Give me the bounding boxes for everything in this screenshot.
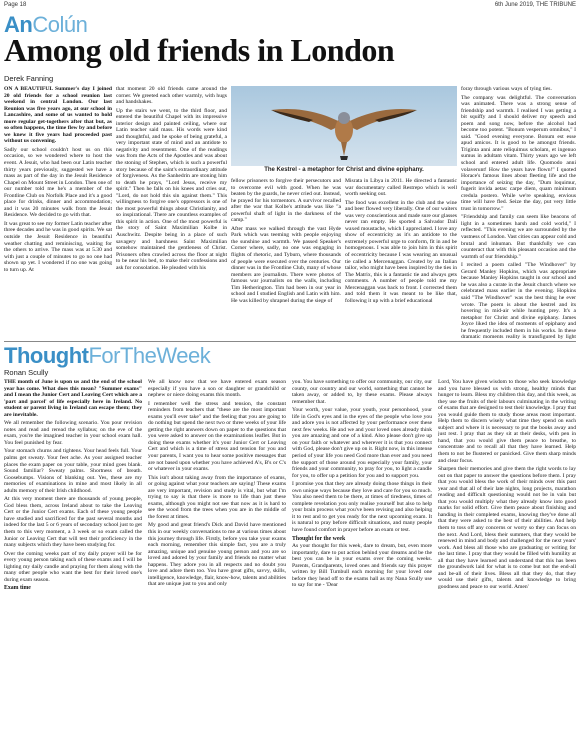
page-folio (4, 2, 576, 12)
story1-paragraph: that moment 20 old friends came around the corner. We greeted each other warmly, with hugs and handshakes. (116, 86, 227, 106)
story1-column-1 (4, 86, 112, 339)
story1-paragraph: After mass we walked through the vast Hyde Park which was teeming with people enjoying the sunshine and warmth. We passed Speaker's Corner where, sadly, no one was engaging in flights of rhetoric, and Tyburn, where thousands of people were executed over the centuries. Our dinner was in the Frontline Club, many of whose members are journalists. There were photos of famous war journalists on the walls, including Tim Hetherington. Tim had been in our year in school and I studied English and Latin with him. He was killed by shrapnel during the siege of (231, 225, 341, 304)
story2-paragraph: As your thought for this week, dare to dream, but, even more importantly, dare to put action behind your dreams and be the best you can be in your exams over the coming weeks. Parents, Grandparents, loved ones and friends say this prayer written by Bill Turnbull each morning for your loved one before they head off to the exams hall as my Nana Scully use to say for me - 'Dear (292, 543, 432, 589)
story2-paragraph: I remember well the stress and tension, the constant reminders from teachers that "these are the most important exams you'll ever take" and the feeling that you are going to do nothing but spend the next two or three weeks of your life getting the right answers down on paper to the questions that you were asked to answer on the examinations leaflet. But in doing these exams whether it's your Junior Cert or Leaving Cert and which is a time of stress and tension for you and your parents, I want you to hear some positive messages that are not based upon whether you have achieved A's, B's or C's or whatever in your exams. (148, 400, 286, 473)
story2-paragraph: We all know now that we have entered exam season especially if you have a son or daughter or grandchild or nephew or niece doing exams this month. (148, 379, 286, 399)
story-byline: Derek Fanning (4, 74, 54, 83)
story2-paragraph: This isn't about taking away from the importance of exams, or going against what your teachers are saying! These exams are very important, revision and study is vital, but what I'm trying to say is that there is more to life than just these exams, although you might not see that now as it is hard to see the wood from the trees when you are in the middle of the forest at times. (148, 474, 286, 520)
story1-column-2 (116, 86, 227, 339)
story2-column-4 (438, 379, 576, 735)
story2-lead-paragraph: THE month of June is upon us and the end of the school year has come. What does this mean? "Summer exams" and I mean the Junior Cert and Leaving Cert which are a 'part and parcel' of life especially here in Ireland. No student or parent living in Ireland can escape them; they are inevitable. (4, 379, 142, 418)
kestrel-photo (231, 86, 457, 166)
story1-paragraph: The company was delightful. The conversation was animated. There was a strong sense of friendship and warmth. I realised I was getting a bit squiffy and I should deliver my speech and poem and song now, before the alcohol had become too potent. "Bonum vesperum omnibus," I said. "Good evening everyone. Bonum est esse apud amicos. It is good to be amongst friends. Triginta anni ante reliquimus scholam, et ingenuo sumus in adultam vitam. Thirty years ago we left school and entered adult life. Quomodo anni volaverunt! How the years have flown!" I quoted Horace's famous lines about fleeting life and the importance of seizing the day, "Dum loquimur, fugerit invida aetas: carpe diem, quam minimum credula postero. While we're speaking, envious time will have fled. Seize the day, put very little trust in tomorrow." (461, 94, 576, 212)
story2-paragraph: Over the coming weeks part of my daily prayer will be for every young person taking each of these exams and I will be lighting my daily candle and praying for them along with the many other people who want the best for their loved one's during exam season. (4, 550, 142, 583)
story2-paragraph: At this very moment there are thousands of young people, God bless them, across Ireland about to take the Leaving Cert or the Junior Cert exams. Each of these young people have studied and sacrificed for the past several months and indeed for the last 5 or 6 years of secondary school just to get them to this very moment, a 3 week or so exam called the Junior or Leaving Cert that will test their proficiency in the many subjects which they have been studying for. (4, 496, 142, 549)
story2-byline: Ronan Scully (4, 368, 49, 377)
story2-column-1 (4, 379, 142, 735)
story2-paragraph: We all remember the following scenario. You pour revision notes and read and reread the syllabus; on the eve of the exam, you're the imagined teacher in your school exam hall. You feel punished by fear. (4, 420, 142, 446)
story2-column-2 (148, 379, 286, 735)
story1-paragraph: Misrata in Libya in 2011. He directed a fantastic war documentary called Restrepo which is well worth seeking out. (345, 178, 457, 198)
story1-paragraph: Sadly our school couldn't host us on this occasion, so we wondered where to host the event. A Jesuit, who had been our Latin teacher thirty years previously, suggested we have a mass as part of the day in the Jesuit Residence Chapel on Mount Street in London. Then one of our number told me he's a member of the Frontline Club on Norfolk Place and it's a good place for drinks, dinner and accommodation; and it was 20 minutes walk from the Jesuit Residence. We decided to go with that. (4, 146, 112, 219)
story-headline: Among old friends in London (4, 32, 395, 68)
story1-paragraph: fellow prisoners to forgive their persecutors and to overcome evil with good. When he was beaten by the guards, he never cried out. Instead, he prayed for his tormentors. A survivor recalled after the war that Kolbe's attitude was like "a powerful shaft of light in the darkness of the camp." (231, 178, 341, 224)
story1-column-5 (461, 86, 576, 339)
story2-paragraph: Lord, You have given wisdom to those who seek knowledge and you have blessed us with strong, healthy minds that hunger to learn. Bless my children this day, and this week, as they use the fruits of their labours culminating in the writing of exams that are designed to test their knowledge. I pray that you would guide them to study those areas most important. Help them to discern wisely what time they spend on each subject and where it is necessary to put the books away and just rest. I pray that as they sit at their desks, with pen in hand, that you would give them peace to breathe, to concentrate and to recall all that they have learned. Help them to not be flustered or panicked. Give them sharp minds and clear focus. (438, 379, 576, 464)
story2-paragraph: Your stomach churns and tightens. Your head feels full. Your palms get sweaty. Your feet ache. As your assigned teacher places the exam paper on your table, your mind goes blank. Sound familiar? Sweaty palms. Shortness of breath. Goosebumps. Visions of blanking out. Yes, these are my memories of examinations in mine and most likely in all adults memory of their Irish childhood. (4, 448, 142, 494)
story2-paragraph: Your worth, your value, your youth, your personhood, your life in God's eyes and in the eyes of the people who love you and adore you is not affected by your performance over these next few weeks. He and we and your loved ones already think you are amazing and one of a kind. Also please don't give up on your faith or whatever and wherever it is that you connect with God, please don't give up on it. Right now, in this intense period of your life you need God more than ever and you need the support of those around you especially your family, your friends and your community, to pray for you, to light a candle for you, to offer up a petition for you and to support you. (292, 407, 432, 479)
story1-paragraph: It was great to see my former Latin teacher after three decades and he was in good spirits. We sat outside the Jesuit Residence in beautiful weather chatting and reminiscing, waiting for the others to arrive. The mass was at 5.30 and with just a couple of minutes to go no one had shown up yet. I wondered if no one was going to turn up. At (4, 220, 112, 273)
page-number: Page 18 (4, 2, 27, 8)
story1-paragraph: "Friendship and family can seem like beacons of light in a sometimes harsh and cold world," I reflected. "This evening we are surrounded by the vastness of London. Vast cities can appear cold and brutal and inhuman. But thankfully we can counteract that with this pleasant occasion and the warmth of our friendship." (461, 214, 576, 260)
subheading-thought-for-the-week: Thought for the week (292, 535, 346, 542)
photo-caption: The Kestrel - a metaphor for Christ and divine epiphany. (264, 167, 424, 173)
kestrel-illustration (231, 86, 457, 166)
story2-column-3 (292, 379, 432, 735)
subheading-exam-time: Exam time (4, 585, 31, 592)
section-title-ancolun: AnColún (4, 12, 88, 37)
section-title-thought-for-the-week: ThoughtForTheWeek (4, 343, 211, 368)
story2-paragraph: My good and great friend's Dick and David have mentioned this in our weekly conversations to me at various times about this journey through life. Firstly, before you take your exams each morning, remember this simple fact, you are a truly amazing, unique and genuine young person and you are so loved and adored by your family and friends no matter what happens. They adore you in all respects and no doubt you love and adore them too. You have great gifts, savvy, skills, intelligence, knowledge, flair, know-how, talents and abilities that are unique just to you and only (148, 522, 286, 588)
issue-date: 6th June 2019, THE TRIBUNE (494, 2, 576, 8)
story1-paragraph: foray through various ways of tying ties. (461, 86, 552, 92)
story1-column-3 (231, 178, 341, 339)
story2-paragraph: you. You have something to offer our community, our city, our county, our country and our world, something that cannot be taken away, or added to, by these exams. Please always remember that. (292, 379, 432, 405)
story1-column-4 (345, 178, 457, 339)
story2-paragraph: I promise you that they are already doing those things in their own unique ways because they love and care for you so much. You also need them to be there, at times of tiredness, times of complete revelation you only realise yourself but also to help your brain process what you've been revising and also helping it to rest and to get you ready for the next upcoming exam. It is natural to pray before difficult situations, and many people have found comfort in prayer before an exam or test. (292, 481, 432, 534)
story2-paragraph: Sharpen their memories and give them the right words to lay out on that paper to answer the questions before them. I pray that you would bless the work of their minds over this past year and that all of their late nights, long projects, marathon reading and difficult questioning would not be in vain but that you would multiply what they already know into good marks for solid effort. Give them peace about finishing and handing in their completed exams, knowing they've done all that they were asked to the best of their abilities. And help them to toss off any concerns or worry so they can focus on the next. And Lord, bless their summers, that they would be renewed in mind and body and challenged for the next years' work. And bless all those who are graduating or writing for the last time. I pray that they would be filled with humility at all that they have learned and understand that this has been the groundwork laid for what is to come but not the end-all and be-all of their lives. Bless all that they do, that they would use their gifts, talents and knowledge to bring goodness and peace to our world. Amen' (438, 466, 576, 590)
story1-paragraph: Up the stairs we went, to the third floor, and entered the beautiful Chapel with its impressive interior design and painted ceiling, where our Latin teacher said mass. His words were kind and thoughtful, and he spoke of being grateful, a very important state of mind and an antidote to negativity and resentment. One of the readings was from the Acts of the Apostles and was about the stoning of Stephen, which is such a powerful story because of the saint's extraordinary attitude of forgiveness. As the Sanhedrin are stoning him to death he prays, "Lord Jesus, receive my spirit." Then he falls on his knees and cries out, "Lord, do not hold this sin against them." This willingness to forgive one's oppressors is one of the most powerful things about Christianity, and so inspirational. There are countless examples of this spirit in action. One of the most powerful is the story of Saint Maximilian Kolbe in Auschwitz. Despite being in a place of such savagery and harshness Saint Maximilian somehow maintained the gentleness of Christ. Prisoners often crawled across the floor at night to be near his bed, to make their confessions and ask for consolation. He pleaded with his (116, 107, 227, 271)
story1-paragraph: I recited a poem called "The Windhover" by Gerard Manley Hopkins, which was appropriate because Manley Hopkins taught in our school and he was also a curate in the Jesuit church where we celebrated mass earlier in the evening. Hopkins said "The Windhover" was the best thing he ever wrote. The poem is about the kestrel and its hovering in mid-air while hunting prey. It's a metaphor for Christ and divine epiphany. James Joyce liked the idea of moments of epiphany and he frequently included them in his works. In these dramatic moments reality is transfigured by light (461, 262, 576, 339)
story1-paragraph: The food was excellent in the club and the wine and beer flowed very liberally. One of our waiters was very conscientious and made sure our glasses never ran empty. He sported a Salvador Dali waxed moustache, which I appreciated. I love any show of eccentricity as it's an antidote to the extremely powerful urge to conform, fit in and be homogenous. I was able to join him in this spirit of eccentricity because I was wearing an unusual tie called a Mercenaggan. Created by an Italian tailor, who might have been inspired by the ties in The Matrix, this is a fantastic tie and always gets comments. A number of people told me my Mercenaggan was back to front. I corrected them and told them it was meant to be like that, following it up with a brief educational (345, 199, 457, 304)
story1-lead-paragraph: ON A BEAUTIFUL Summer's day I joined 20 old friends for a school reunion last weekend in central London. Our last Reunion was five years ago, at our school in Lancashire, and some of us wanted to hold more regular get-togethers after that but, as so often happens, the time flew by and before we knew it five years had proceeded past without us convening. (4, 86, 112, 145)
section-divider (4, 341, 576, 342)
